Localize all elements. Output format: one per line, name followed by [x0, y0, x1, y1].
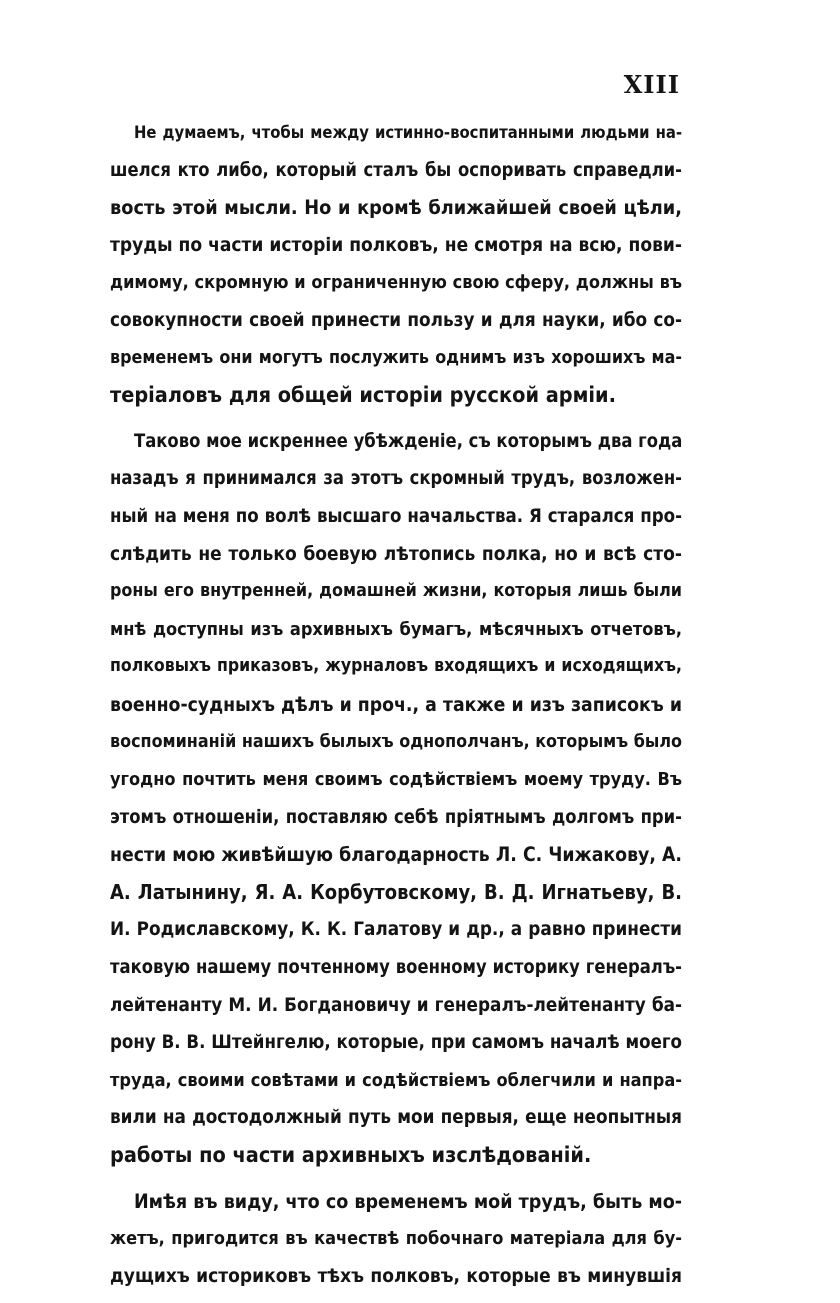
text-line: лейтенанту М. И. Богдановичу и генералъ-лейтенанту ба- [110, 994, 682, 1016]
page-number: XIII [623, 70, 680, 99]
text-line: мнѣ доступны изъ архивныхъ бумагъ, мѣсячныхъ отчетовъ, [110, 618, 682, 640]
text-line: работы по части архивныхъ изслѣдованій. [110, 1143, 592, 1169]
text-line: И. Родиславскому, К. К. Галатову и др., а равно принести [110, 919, 682, 941]
paragraph-2 [110, 423, 682, 1175]
text-line: таковую нашему почтенному военному историку генералъ- [110, 957, 682, 979]
text-line: слѣдить не только боевую лѣтопись полка, но и всѣ сто- [110, 542, 682, 565]
body-text [110, 114, 682, 1303]
paragraph-3 [110, 1183, 682, 1296]
text-line: назадъ я принимался за этотъ скромный трудъ, возложен- [110, 468, 682, 490]
text-line: теріаловъ для общей исторіи русской арміи. [110, 383, 616, 409]
text-line: роны его внутренней, домашней жизни, которыя лишь были [110, 581, 682, 602]
text-line: димому, скромную и ограниченную свою сферу, должны въ [110, 272, 682, 294]
text-line: угодно почтить меня своимъ содѣйствіемъ моему труду. Въ [110, 769, 682, 791]
text-line: труда, своими совѣтами и содѣйствіемъ облегчили и напра- [110, 1069, 682, 1091]
text-line: этомъ отношеніи, поставляю себѣ пріятнымъ долгомъ при- [110, 806, 682, 828]
text-line: вость этой мысли. Но и кромѣ ближайшей своей цѣли, [110, 196, 682, 220]
paragraph-1 [110, 114, 682, 415]
text-line: полковыхъ приказовъ, журналовъ входящихъ и исходящихъ, [110, 656, 682, 677]
text-line: дущихъ историковъ тѣхъ полковъ, которые въ минувшія [110, 1264, 682, 1287]
text-line: ный на меня по волѣ высшаго начальства. Я старался про- [110, 505, 682, 527]
text-line: Таково мое искреннее убѣжденіе, съ которымъ два года [134, 430, 683, 452]
text-line: военно-судныхъ дѣлъ и проч., а также и изъ записокъ и [110, 692, 682, 716]
text-line: временемъ они могутъ послужить однимъ изъ хорошихъ ма- [110, 347, 682, 368]
text-line: рону В. В. Штейнгелю, которые, при самомъ началѣ моего [110, 1032, 682, 1054]
text-line: воспоминаній нашихъ былыхъ однополчанъ, которымъ было [110, 731, 683, 752]
text-line: А. Латынину, Я. А. Корбутовскому, В. Д. Игнатьеву, В. [110, 879, 682, 904]
text-line: нести мою живѣйшую благодарность Л. С. Чижакову, А. [110, 843, 682, 867]
text-line: Имѣя въ виду, что со временемъ мой трудъ, быть мо- [134, 1189, 683, 1213]
text-line: совокупности своей принести пользу и для науки, ибо со- [110, 309, 682, 331]
text-line: труды по части исторіи полковъ, не смотря на всю, пови- [110, 233, 682, 256]
text-line: Не думаемъ, чтобы между истинно-воспитанными людьми на- [134, 123, 682, 142]
text-line: вили на достодолжный путь мои первыя, еще неопытныя [110, 1107, 682, 1129]
text-line: жетъ, пригодится въ качествѣ побочнаго матеріала для бу- [110, 1228, 682, 1250]
text-line: шелся кто либо, который сталъ бы оспоривать справедли- [110, 159, 682, 181]
